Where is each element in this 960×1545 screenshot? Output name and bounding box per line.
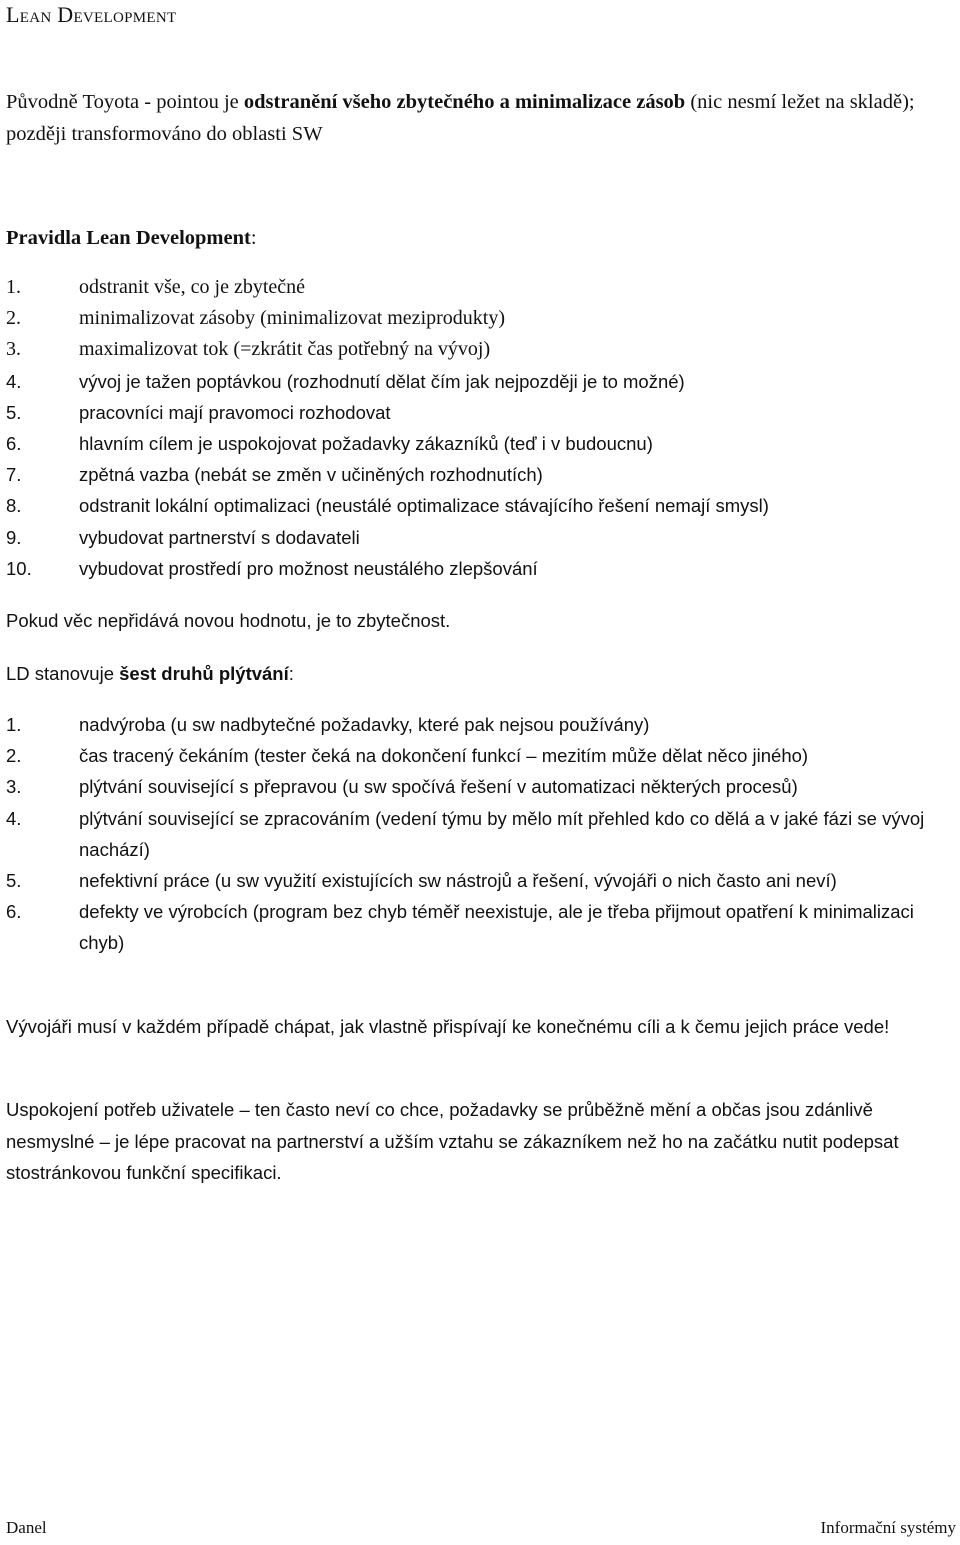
list-item	[6, 428, 946, 459]
intro-prefix: Původně Toyota - pointou je	[6, 91, 244, 113]
list-item-text: vybudovat prostředí pro možnost neustálého zlepšování	[79, 557, 538, 579]
list-item-number: 8.	[6, 495, 22, 517]
intro-suffix: (nic nesmí ležet na skladě); později transformováno do oblasti SW	[6, 91, 915, 145]
list-item	[6, 303, 946, 334]
list-item-text: minimalizovat zásoby (minimalizovat meziprodukty)	[79, 307, 505, 330]
waste-list	[6, 709, 951, 959]
waste-heading	[6, 658, 946, 690]
footer-author: Danel	[6, 1518, 47, 1537]
list-item-text: plýtvání související se zpracováním (vedení týmu by mělo mít přehled kdo co dělá a v jaké fázi se vývoj nachází)	[79, 807, 925, 860]
rules-heading-suffix: :	[250, 227, 257, 249]
list-item	[6, 334, 946, 365]
list-item	[6, 896, 951, 958]
list-item	[6, 553, 946, 584]
list-item-text: plýtvání související s přepravou (u sw spočívá řešení v automatizaci některých procesů)	[79, 776, 798, 798]
list-item-number: 9.	[6, 526, 22, 548]
waste-heading-bold: šest druhů plýtvání	[119, 663, 289, 684]
list-item	[6, 397, 946, 428]
list-item-number: 3.	[6, 776, 22, 798]
list-item-text: čas tracený čekáním (tester čeká na dokončení funkcí – mezitím může dělat něco jiného)	[79, 745, 809, 767]
rules-list	[6, 272, 946, 584]
list-item	[6, 709, 951, 740]
list-item-text: vybudovat partnerství s dodavateli	[79, 526, 360, 548]
list-item-number: 5.	[6, 870, 22, 892]
list-item	[6, 803, 951, 865]
list-item	[6, 740, 951, 771]
list-item-number: 1.	[6, 714, 22, 735]
list-item-text: vývoj je tažen poptávkou (rozhodnutí dělat čím jak nejpozději je to možné)	[79, 370, 685, 392]
value-sentence: Pokud věc nepřidává novou hodnotu, je to zbytečnost.	[6, 610, 451, 631]
list-item	[6, 272, 946, 303]
list-item	[6, 490, 946, 521]
list-item-text: pracovníci mají pravomoci rozhodovat	[79, 401, 391, 423]
developers-paragraph: Vývojáři musí v každém případě chápat, jak vlastně přispívají ke konečnému cíli a k čemu jejich práce vede!	[6, 1016, 890, 1037]
list-item	[6, 771, 951, 802]
list-item-number: 4.	[6, 807, 22, 829]
list-item-number: 6.	[6, 901, 22, 923]
list-item-text: defekty ve výrobcích (program bez chyb téměř neexistuje, ale je třeba přijmout opatření k minimalizaci chyb)	[79, 901, 914, 954]
list-item-text: nefektivní práce (u sw využití existujících sw nástrojů a řešení, vývojáři o nich často ani neví)	[79, 870, 837, 892]
list-item-number: 2.	[6, 307, 21, 330]
list-item-number: 7.	[6, 464, 22, 486]
intro-bold: odstranění všeho zbytečného a minimalizace zásob	[243, 91, 686, 113]
list-item	[6, 366, 946, 397]
list-item	[6, 459, 946, 490]
rules-heading-bold: Pravidla Lean Development	[6, 227, 251, 249]
satisfaction-paragraph: Uspokojení potřeb uživatele – ten často neví co chce, požadavky se průběžně mění a občas jsou zdánlivě nesmyslné – je lépe pracovat na partnerství a užším vztahu se zákazníkem než ho na začátku nutit podepsat stostránkovou funkční specifikaci.	[6, 1099, 899, 1183]
list-item-number: 10.	[6, 557, 32, 579]
list-item-text: zpětná vazba (nebát se změn v učiněných rozhodnutích)	[79, 464, 543, 486]
list-item-text: odstranit vše, co je zbytečné	[79, 276, 306, 298]
list-item-number: 4.	[6, 370, 22, 392]
list-item-text: hlavním cílem je uspokojovat požadavky zákazníků (teď i v budoucnu)	[79, 433, 653, 455]
list-item-text: odstranit lokální optimalizaci (neustálé optimalizace stávajícího řešení nemají smysl)	[79, 495, 769, 517]
intro-paragraph	[6, 86, 946, 150]
waste-heading-prefix: LD stanovuje	[6, 663, 120, 684]
page-title: Lean Development	[6, 2, 177, 27]
list-item-number: 1.	[6, 276, 21, 298]
list-item-text: nadvýroba (u sw nadbytečné požadavky, které pak nejsou používány)	[79, 714, 650, 735]
list-item	[6, 522, 946, 553]
list-item	[6, 865, 951, 896]
list-item-number: 5.	[6, 401, 22, 423]
waste-heading-suffix: :	[288, 663, 294, 684]
list-item-number: 3.	[6, 338, 21, 361]
footer-subject: Informační systémy	[820, 1518, 956, 1537]
list-item-number: 6.	[6, 433, 22, 455]
rules-heading	[6, 222, 257, 254]
list-item-text: maximalizovat tok (=zkrátit čas potřebný na vývoj)	[79, 338, 491, 361]
list-item-number: 2.	[6, 745, 22, 767]
